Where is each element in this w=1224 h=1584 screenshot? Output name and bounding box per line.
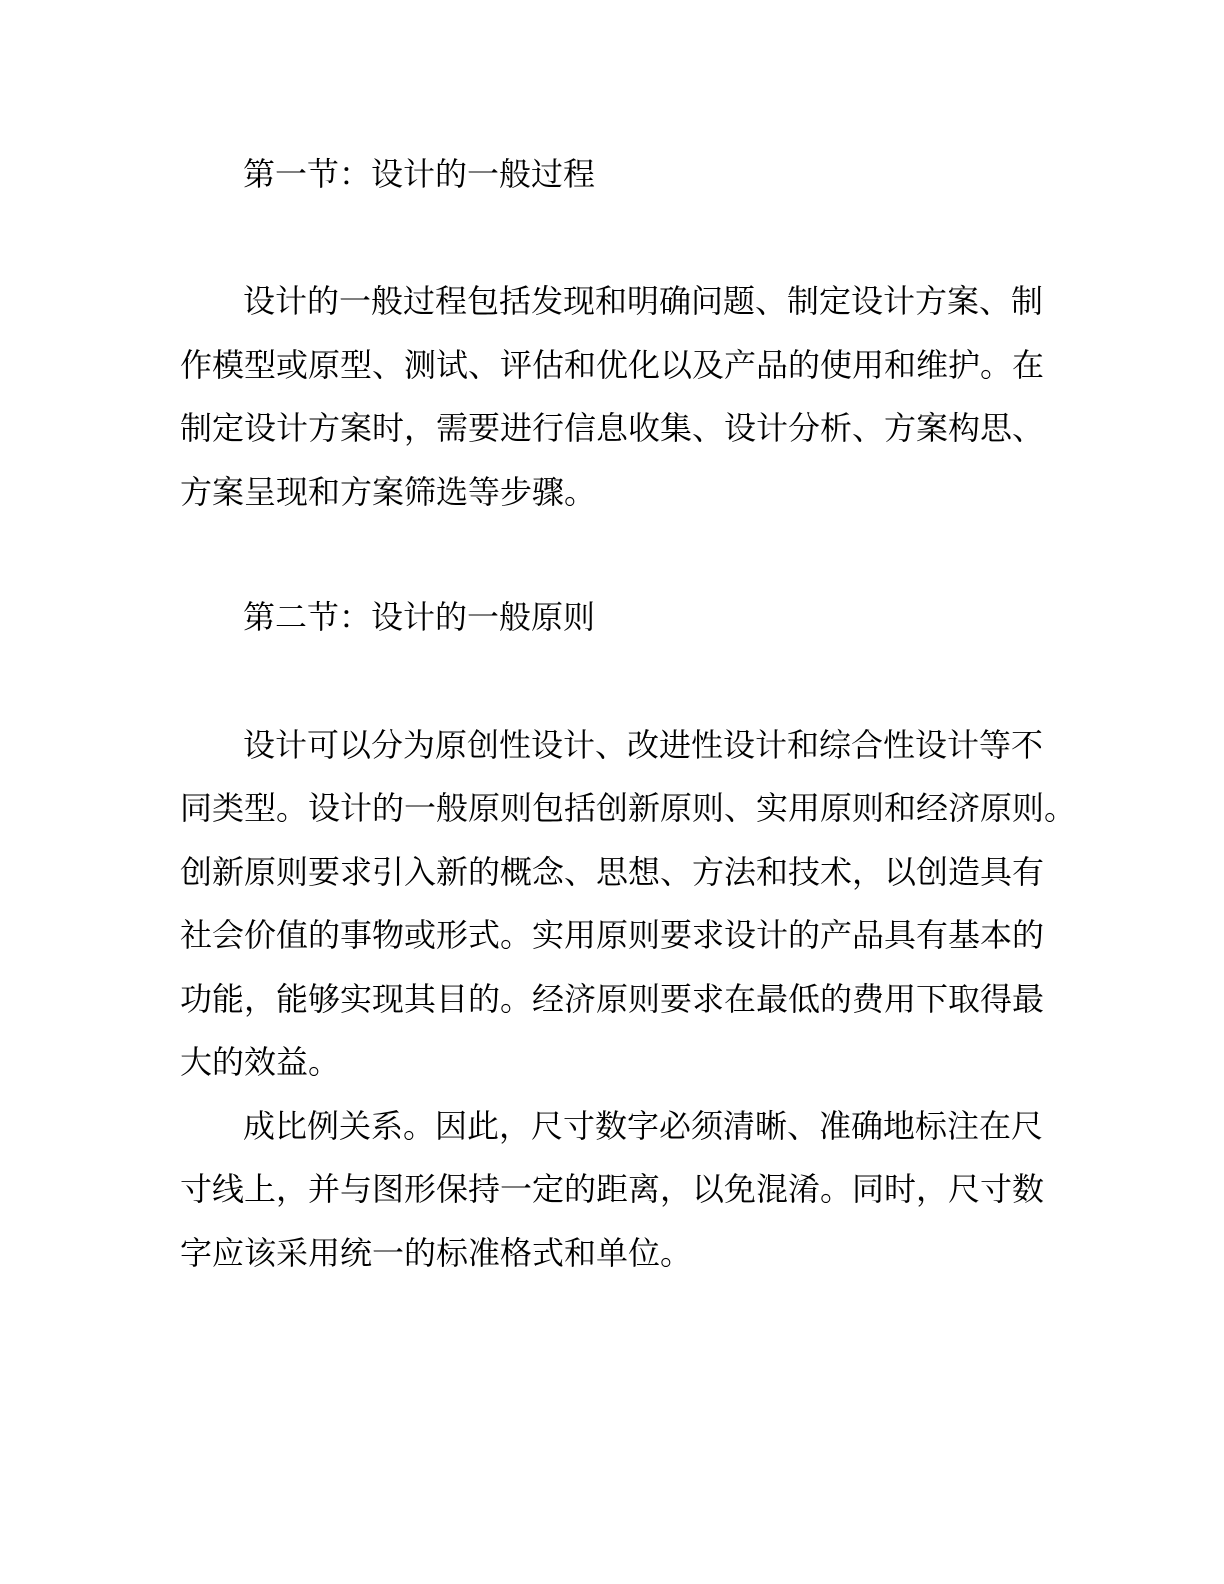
section1-heading: 第一节：设计的一般过程 (243, 155, 596, 193)
section2-paragraph-line: 大的效益。 (180, 1043, 341, 1081)
section2-paragraph-line: 创新原则要求引入新的概念、思想、方法和技术，以创造具有 (180, 853, 1045, 891)
section1-paragraph-line: 方案呈现和方案筛选等步骤。 (180, 473, 597, 511)
section2-paragraph2-line: 成比例关系。因此，尺寸数字必须清晰、准确地标注在尺 (243, 1107, 1044, 1145)
section2-paragraph2-line: 寸线上，并与图形保持一定的距离，以免混淆。同时，尺寸数 (180, 1170, 1045, 1208)
section2-paragraph-line: 社会价值的事物或形式。实用原则要求设计的产品具有基本的 (180, 916, 1045, 954)
section1-paragraph-line: 设计的一般过程包括发现和明确问题、制定设计方案、制 (243, 282, 1044, 320)
section2-paragraph-line: 设计可以分为原创性设计、改进性设计和综合性设计等不 (243, 726, 1044, 764)
section2-paragraph2-line: 字应该采用统一的标准格式和单位。 (180, 1234, 693, 1272)
section2-paragraph-line: 功能，能够实现其目的。经济原则要求在最低的费用下取得最 (180, 980, 1045, 1018)
section1-paragraph-line: 作模型或原型、测试、评估和优化以及产品的使用和维护。在 (180, 346, 1045, 384)
section2-heading: 第二节：设计的一般原则 (243, 598, 596, 636)
section2-paragraph-line: 同类型。设计的一般原则包括创新原则、实用原则和经济原则。 (180, 789, 1077, 827)
section1-paragraph-line: 制定设计方案时，需要进行信息收集、设计分析、方案构思、 (180, 409, 1045, 447)
